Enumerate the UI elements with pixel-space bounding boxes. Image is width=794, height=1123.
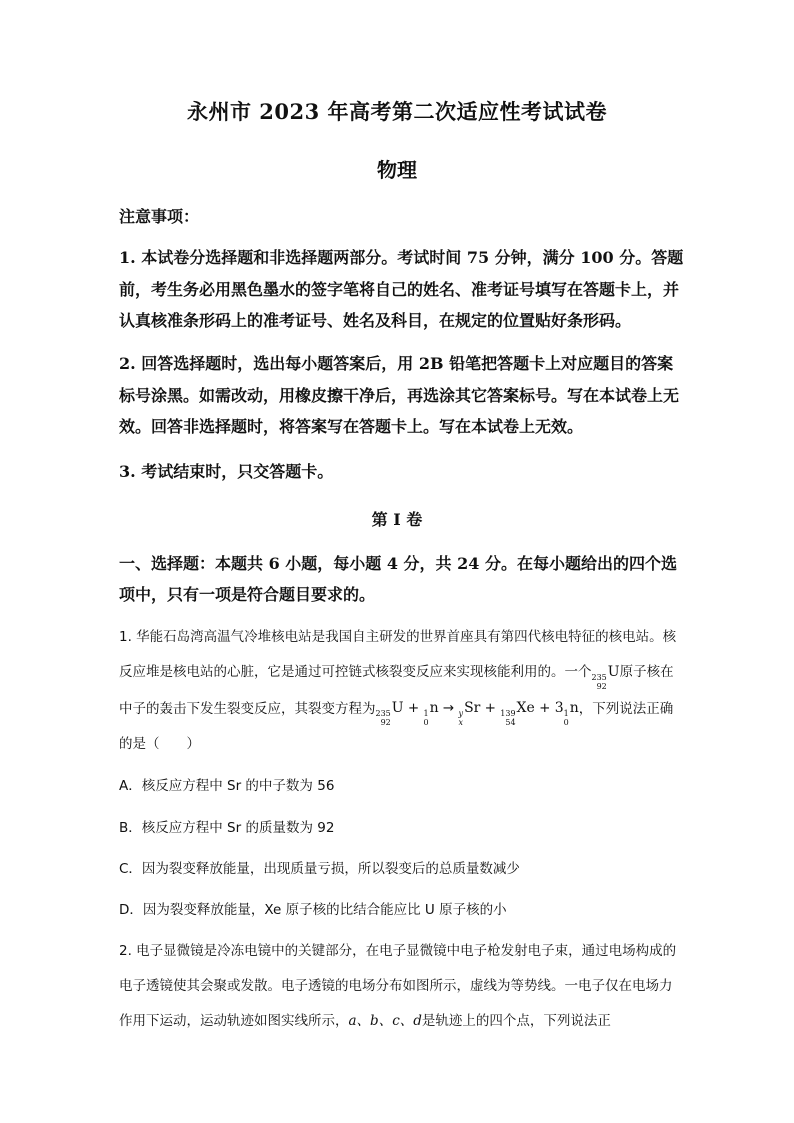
- uranium-nuclide: 235 92 U: [591, 664, 620, 691]
- question-2-text-b: 是轨迹上的四个点，下列说法正: [421, 1013, 611, 1029]
- q1-option-c: C．因为裂变释放能量，出现质量亏损，所以裂变后的总质量数减少: [119, 861, 520, 877]
- q1-option-b: B．核反应方程中 Sr 的质量数为 92: [119, 820, 335, 836]
- question-1-text-c: ，下列说法正确的是（ ）: [119, 701, 674, 752]
- question-2-text-a: 2. 电子显微镜是冷冻电镜中的关键部分，在电子显微镜中电子枪发射电子束，通过电场构成的电子透镜使其会聚或发散。电子透镜的电场分布如图所示，虚线为等势线。一电子仅在电场力作用下运动，运动轨迹如图实线所示，: [119, 943, 677, 1029]
- notice-item-3: 3. 考试结束时，只交答题卡。: [119, 462, 334, 481]
- question-2: [119, 934, 684, 1039]
- question-1-text-a: 1. 华能石岛湾高温气冷堆核电站是我国自主研发的世界首座具有第四代核电特征的核电站。核反应堆是核电站的心脏，它是通过可控链式核裂变反应来实现核能利用的。一个: [119, 629, 677, 680]
- q1-option-a: A．核反应方程中 Sr 的中子数为 56: [119, 778, 335, 794]
- notice-heading: 注意事项：: [119, 207, 200, 226]
- fission-equation: 235 92 U + 1 0 n → y x Sr + 139 54 Xe + 3 1 0 n: [375, 700, 579, 727]
- subject-title: 物理: [377, 158, 417, 182]
- notice-item-2: 2. 回答选择题时，选出每小题答案后，用 2B 铅笔把答题卡上对应题目的答案标号涂黑。如需改动，用橡皮擦干净后，再选涂其它答案标号。写在本试卷上无效。回答非选择题时，将答案写在答题卡上。写在本试卷上无效。: [119, 354, 680, 436]
- arrow-icon: →: [442, 700, 455, 716]
- section-heading: 一、选择题：本题共 6 小题，每小题 4 分，共 24 分。在每小题给出的四个选项中，只有一项是符合题目要求的。: [119, 554, 677, 604]
- q1-option-d: D．因为裂变释放能量，Xe 原子核的比结合能应比 U 原子核的小: [119, 902, 507, 918]
- volume-label: 第 I 卷: [371, 510, 423, 529]
- question-2-points: a、b、c、d: [348, 1013, 422, 1029]
- question-1: [119, 620, 684, 762]
- notice-item-1: 1. 本试卷分选择题和非选择题两部分。考试时间 75 分钟，满分 100 分。答题前，考生务必用黑色墨水的签字笔将自己的姓名、准考证号填写在答题卡上，并认真核准条形码上的准考证号、姓名及科目，在规定的位置贴好条形码。: [119, 248, 684, 330]
- question-1-text-b: 原子核在中子的轰击下发生裂变反应，其裂变方程为: [119, 664, 674, 717]
- exam-title: 永州市 2023 年高考第二次适应性考试试卷: [186, 99, 608, 124]
